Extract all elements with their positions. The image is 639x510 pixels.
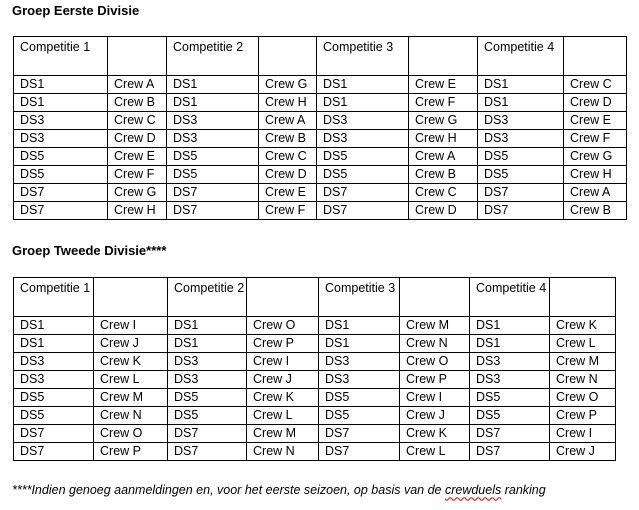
cell-crew: Crew D	[108, 130, 167, 148]
cell-division: DS1	[317, 76, 409, 94]
header-cell-empty	[564, 37, 627, 76]
cell-division: DS5	[478, 166, 564, 184]
cell-division: DS3	[319, 371, 400, 389]
cell-crew: Crew K	[94, 353, 168, 371]
cell-division: DS7	[470, 425, 550, 443]
cell-crew: Crew O	[94, 425, 168, 443]
cell-division: DS1	[317, 94, 409, 112]
cell-division: DS5	[168, 389, 247, 407]
cell-division: DS1	[168, 335, 247, 353]
cell-crew: Crew N	[247, 443, 319, 461]
header-cell-empty	[108, 37, 167, 76]
footnote	[12, 482, 546, 498]
cell-division: DS5	[167, 148, 259, 166]
cell-division: DS5	[14, 389, 94, 407]
cell-division: DS1	[14, 317, 94, 335]
header-cell-competition: Competitie 4	[478, 37, 564, 76]
cell-division: DS3	[14, 353, 94, 371]
cell-division: DS7	[317, 202, 409, 220]
table-row	[14, 94, 627, 112]
cell-division: DS3	[14, 371, 94, 389]
cell-crew: Crew D	[564, 94, 627, 112]
cell-division: DS1	[14, 94, 108, 112]
cell-division: DS5	[470, 389, 550, 407]
cell-crew: Crew L	[400, 443, 470, 461]
cell-crew: Crew G	[108, 184, 167, 202]
cell-division: DS7	[319, 425, 400, 443]
footnote-text-end: ranking	[501, 483, 546, 497]
cell-crew: Crew B	[259, 130, 317, 148]
table-row	[14, 407, 616, 425]
spellcheck-flagged-word: crewduels	[444, 483, 502, 497]
cell-crew: Crew N	[550, 371, 616, 389]
cell-crew: Crew F	[259, 202, 317, 220]
cell-crew: Crew B	[564, 202, 627, 220]
cell-division: DS1	[167, 94, 259, 112]
cell-division: DS5	[478, 148, 564, 166]
header-cell-competition: Competitie 2	[167, 37, 259, 76]
table-row	[14, 184, 627, 202]
cell-crew: Crew I	[94, 317, 168, 335]
table-row	[14, 76, 627, 94]
cell-crew: Crew E	[564, 112, 627, 130]
cell-division: DS1	[470, 335, 550, 353]
header-cell-empty	[400, 278, 470, 317]
cell-division: DS7	[14, 202, 108, 220]
cell-crew: Crew J	[94, 335, 168, 353]
cell-crew: Crew J	[247, 371, 319, 389]
cell-crew: Crew C	[108, 112, 167, 130]
cell-division: DS5	[14, 148, 108, 166]
cell-crew: Crew M	[94, 389, 168, 407]
table-row	[14, 389, 616, 407]
cell-division: DS3	[14, 130, 108, 148]
cell-crew: Crew J	[550, 443, 616, 461]
table-row	[14, 335, 616, 353]
cell-division: DS3	[319, 353, 400, 371]
footnote-text: ****Indien genoeg aanmeldingen en, voor het eerste seizoen, op basis van de	[12, 483, 445, 497]
cell-crew: Crew O	[400, 353, 470, 371]
cell-crew: Crew N	[94, 407, 168, 425]
cell-crew: Crew A	[409, 148, 478, 166]
cell-crew: Crew F	[564, 130, 627, 148]
cell-crew: Crew A	[564, 184, 627, 202]
cell-division: DS7	[470, 443, 550, 461]
cell-crew: Crew P	[247, 335, 319, 353]
cell-crew: Crew C	[409, 184, 478, 202]
header-cell-empty	[247, 278, 319, 317]
cell-division: DS5	[470, 407, 550, 425]
cell-crew: Crew B	[108, 94, 167, 112]
cell-division: DS1	[14, 335, 94, 353]
cell-division: DS3	[478, 130, 564, 148]
cell-division: DS1	[319, 317, 400, 335]
header-cell-empty	[550, 278, 616, 317]
cell-crew: Crew F	[409, 94, 478, 112]
cell-crew: Crew H	[564, 166, 627, 184]
table-row	[14, 112, 627, 130]
cell-crew: Crew I	[550, 425, 616, 443]
cell-crew: Crew E	[259, 184, 317, 202]
cell-division: DS7	[317, 184, 409, 202]
cell-division: DS7	[168, 443, 247, 461]
cell-crew: Crew K	[247, 389, 319, 407]
header-cell-empty	[94, 278, 168, 317]
cell-crew: Crew L	[550, 335, 616, 353]
cell-division: DS3	[317, 130, 409, 148]
group-2-table	[13, 277, 616, 461]
cell-crew: Crew P	[550, 407, 616, 425]
cell-division: DS1	[478, 94, 564, 112]
cell-crew: Crew P	[94, 443, 168, 461]
cell-division: DS5	[14, 166, 108, 184]
cell-crew: Crew P	[400, 371, 470, 389]
header-cell-competition: Competitie 2	[168, 278, 247, 317]
cell-crew: Crew J	[400, 407, 470, 425]
cell-division: DS1	[167, 76, 259, 94]
cell-division: DS3	[14, 112, 108, 130]
cell-division: DS7	[14, 425, 94, 443]
cell-crew: Crew K	[400, 425, 470, 443]
cell-division: DS5	[167, 166, 259, 184]
cell-division: DS1	[14, 76, 108, 94]
cell-division: DS7	[14, 184, 108, 202]
cell-crew: Crew L	[94, 371, 168, 389]
cell-crew: Crew M	[400, 317, 470, 335]
table-row	[14, 443, 616, 461]
cell-division: DS1	[478, 76, 564, 94]
cell-crew: Crew I	[400, 389, 470, 407]
cell-division: DS7	[14, 443, 94, 461]
cell-division: DS3	[168, 371, 247, 389]
cell-crew: Crew H	[259, 94, 317, 112]
cell-crew: Crew H	[409, 130, 478, 148]
header-cell-empty	[409, 37, 478, 76]
cell-division: DS7	[167, 202, 259, 220]
table-row	[14, 353, 616, 371]
cell-division: DS5	[14, 407, 94, 425]
group-1-table	[13, 36, 627, 220]
header-cell-empty	[259, 37, 317, 76]
cell-division: DS3	[478, 112, 564, 130]
header-cell-competition: Competitie 3	[317, 37, 409, 76]
cell-crew: Crew M	[550, 353, 616, 371]
cell-crew: Crew A	[259, 112, 317, 130]
header-cell-competition: Competitie 4	[470, 278, 550, 317]
cell-crew: Crew O	[247, 317, 319, 335]
cell-division: DS3	[470, 371, 550, 389]
cell-crew: Crew A	[108, 76, 167, 94]
cell-crew: Crew C	[564, 76, 627, 94]
cell-division: DS3	[167, 130, 259, 148]
cell-crew: Crew D	[259, 166, 317, 184]
table-row	[14, 371, 616, 389]
cell-division: DS3	[317, 112, 409, 130]
cell-crew: Crew H	[108, 202, 167, 220]
header-cell-competition: Competitie 1	[14, 37, 108, 76]
cell-crew: Crew M	[247, 425, 319, 443]
table-row	[14, 425, 616, 443]
cell-crew: Crew G	[259, 76, 317, 94]
cell-division: DS3	[470, 353, 550, 371]
header-cell-competition: Competitie 3	[319, 278, 400, 317]
cell-division: DS3	[167, 112, 259, 130]
cell-division: DS3	[168, 353, 247, 371]
table-row	[14, 317, 616, 335]
cell-crew: Crew G	[564, 148, 627, 166]
cell-division: DS7	[168, 425, 247, 443]
table-row	[14, 130, 627, 148]
group-1-title: Groep Eerste Divisie	[12, 3, 140, 18]
cell-division: DS1	[319, 335, 400, 353]
cell-crew: Crew C	[259, 148, 317, 166]
cell-division: DS1	[168, 317, 247, 335]
cell-crew: Crew B	[409, 166, 478, 184]
cell-division: DS7	[478, 184, 564, 202]
cell-crew: Crew I	[247, 353, 319, 371]
cell-crew: Crew E	[409, 76, 478, 94]
cell-division: DS5	[319, 407, 400, 425]
header-row	[14, 278, 616, 317]
table-row	[14, 148, 627, 166]
cell-division: DS5	[168, 407, 247, 425]
cell-division: DS5	[319, 389, 400, 407]
cell-crew: Crew O	[550, 389, 616, 407]
cell-division: DS5	[317, 166, 409, 184]
cell-crew: Crew F	[108, 166, 167, 184]
table-row	[14, 202, 627, 220]
cell-crew: Crew E	[108, 148, 167, 166]
cell-division: DS7	[167, 184, 259, 202]
header-row	[14, 37, 627, 76]
cell-crew: Crew D	[409, 202, 478, 220]
group-2-title: Groep Tweede Divisie****	[12, 243, 167, 258]
cell-division: DS1	[470, 317, 550, 335]
cell-division: DS5	[317, 148, 409, 166]
cell-crew: Crew G	[409, 112, 478, 130]
cell-crew: Crew K	[550, 317, 616, 335]
cell-crew: Crew L	[247, 407, 319, 425]
cell-division: DS7	[478, 202, 564, 220]
cell-crew: Crew N	[400, 335, 470, 353]
table-row	[14, 166, 627, 184]
header-cell-competition: Competitie 1	[14, 278, 94, 317]
cell-division: DS7	[319, 443, 400, 461]
